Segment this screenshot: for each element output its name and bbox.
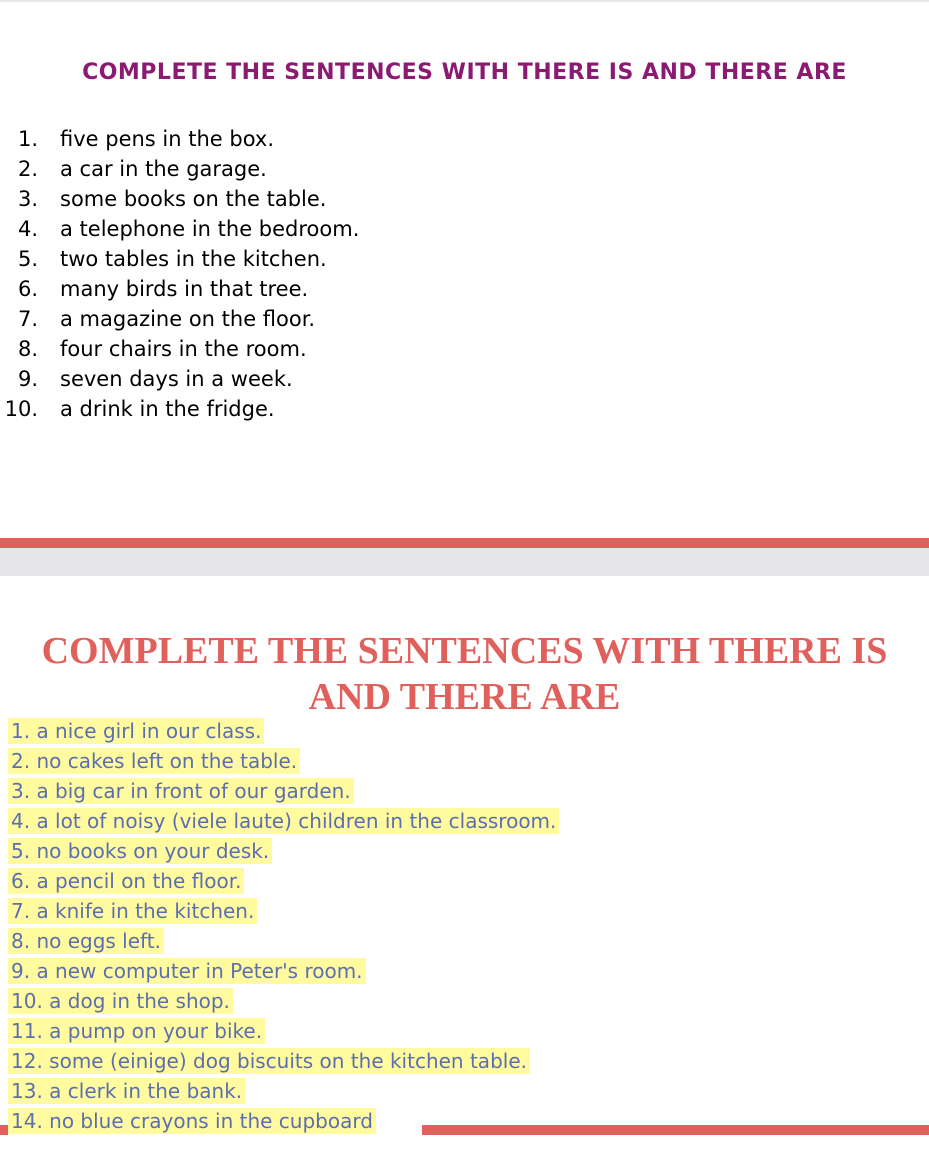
item-text: two tables in the kitchen.: [60, 247, 327, 271]
section-divider: [0, 538, 929, 548]
list-item: [8, 1016, 559, 1046]
highlighted-sentence: 5. no books on your desk.: [8, 838, 272, 864]
list-item: [8, 896, 559, 926]
highlighted-sentence: 10. a dog in the shop.: [8, 988, 233, 1014]
section-divider-left: [0, 1125, 8, 1135]
highlighted-sentence: 2. no cakes left on the table.: [8, 748, 300, 774]
item-number: 4.: [17, 217, 38, 241]
list-item: [0, 364, 359, 394]
highlighted-sentence: 3. a big car in front of our garden.: [8, 778, 354, 804]
item-number: 6.: [17, 277, 38, 301]
highlighted-sentence: 7. a knife in the kitchen.: [8, 898, 257, 924]
item-number: 2.: [17, 157, 38, 181]
list-item: [0, 334, 359, 364]
list-item: [8, 806, 559, 836]
item-number: 9.: [17, 367, 38, 391]
item-text: five pens in the box.: [60, 127, 275, 151]
item-number: 10.: [4, 397, 38, 421]
exercise-2-list: [8, 716, 559, 1136]
item-text: a telephone in the bedroom.: [60, 217, 360, 241]
highlighted-sentence: 12. some (einige) dog biscuits on the kitchen table.: [8, 1048, 530, 1074]
item-text: a magazine on the floor.: [60, 307, 316, 331]
list-item: [8, 866, 559, 896]
list-item: [0, 274, 359, 304]
exercise-2-title: [0, 628, 929, 720]
list-item: [0, 244, 359, 274]
page-gap: [0, 548, 929, 576]
exercise-1-title: COMPLETE THE SENTENCES WITH THERE IS AND THERE ARE: [82, 60, 847, 85]
list-item: [0, 214, 359, 244]
highlighted-sentence: 1. a nice girl in our class.: [8, 718, 264, 744]
item-text: some books on the table.: [60, 187, 327, 211]
highlighted-sentence: 11. a pump on your bike.: [8, 1018, 265, 1044]
item-number: 7.: [17, 307, 38, 331]
highlighted-sentence: 14. no blue crayons in the cupboard: [8, 1108, 376, 1134]
item-text: many birds in that tree.: [60, 277, 309, 301]
list-item: [8, 1076, 559, 1106]
highlighted-sentence: 6. a pencil on the floor.: [8, 868, 244, 894]
item-number: 1.: [17, 127, 38, 151]
list-item: [8, 956, 559, 986]
item-text: a drink in the fridge.: [60, 397, 275, 421]
highlighted-sentence: 8. no eggs left.: [8, 928, 164, 954]
list-item: [0, 154, 359, 184]
item-text: a car in the garage.: [60, 157, 267, 181]
item-number: 5.: [17, 247, 38, 271]
item-number: 3.: [17, 187, 38, 211]
list-item: [0, 124, 359, 154]
list-item: [0, 304, 359, 334]
exercise-2-title-line-1: COMPLETE THE SENTENCES WITH THERE IS: [41, 630, 888, 672]
list-item: [8, 746, 559, 776]
item-text: four chairs in the room.: [60, 337, 307, 361]
list-item: [8, 1046, 559, 1076]
list-item: [8, 836, 559, 866]
list-item: [8, 926, 559, 956]
list-item: [8, 986, 559, 1016]
highlighted-sentence: 4. a lot of noisy (viele laute) children in the classroom.: [8, 808, 559, 834]
item-text: seven days in a week.: [60, 367, 293, 391]
section-divider-bottom: [422, 1125, 929, 1135]
list-item: [8, 776, 559, 806]
list-item: [0, 184, 359, 214]
item-number: 8.: [17, 337, 38, 361]
exercise-1-list: [0, 124, 359, 424]
highlighted-sentence: 9. a new computer in Peter's room.: [8, 958, 366, 984]
list-item: [8, 716, 559, 746]
list-item: [0, 394, 359, 424]
exercise-2-title-line-2: AND THERE ARE: [308, 676, 621, 718]
highlighted-sentence: 13. a clerk in the bank.: [8, 1078, 245, 1104]
